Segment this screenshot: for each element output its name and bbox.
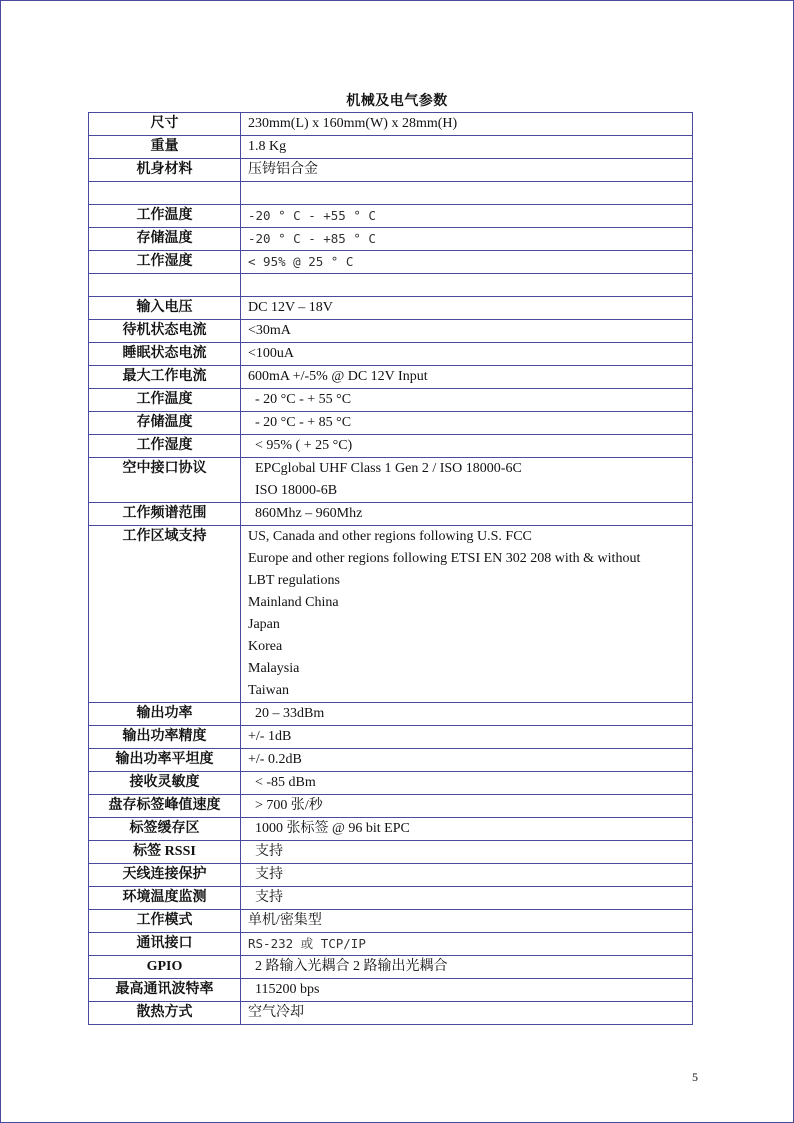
- spec-value: [241, 841, 693, 864]
- spec-label: 最高通讯波特率: [89, 979, 241, 1002]
- spec-value-line: < 95% @ 25 ° C: [248, 254, 354, 269]
- spec-value: [241, 159, 693, 182]
- spec-value: [241, 703, 693, 726]
- spec-row: [89, 864, 693, 887]
- spec-label: 输出功率平坦度: [89, 749, 241, 772]
- spec-value-line: <30mA: [248, 323, 291, 338]
- spec-label: 工作温度: [89, 389, 241, 412]
- spec-label: 环境温度监测: [89, 887, 241, 910]
- spec-value-line: 支持: [255, 890, 283, 905]
- spec-row: [89, 274, 693, 297]
- spec-value: [241, 343, 693, 366]
- spec-value-line: < -85 dBm: [255, 775, 316, 790]
- spec-value-line: Korea: [248, 639, 283, 654]
- spec-row: [89, 458, 693, 503]
- spec-value: [241, 182, 693, 205]
- spec-value: [241, 887, 693, 910]
- spec-value: [241, 726, 693, 749]
- spec-value-line: 1000 张标签 @ 96 bit EPC: [255, 821, 410, 836]
- spec-row: [89, 228, 693, 251]
- spec-label: 尺寸: [89, 113, 241, 136]
- spec-label: 重量: [89, 136, 241, 159]
- spec-value-line: < 95% ( + 25 °C): [255, 438, 353, 453]
- spec-row: [89, 933, 693, 956]
- spec-value: [241, 772, 693, 795]
- spec-row: [89, 113, 693, 136]
- spec-row: [89, 389, 693, 412]
- spec-value-line: 230mm(L) x 160mm(W) x 28mm(H): [248, 116, 458, 131]
- spec-value-line: LBT regulations: [248, 573, 340, 588]
- spec-value-line: 20 – 33dBm: [255, 706, 325, 721]
- spec-value-line: US, Canada and other regions following U.S. FCC: [248, 529, 532, 544]
- spec-row: [89, 795, 693, 818]
- spec-value: [241, 818, 693, 841]
- spec-value: [241, 435, 693, 458]
- spec-row: [89, 703, 693, 726]
- document-title: 机械及电气参数: [346, 94, 448, 109]
- spec-value: [241, 1002, 693, 1025]
- spec-value: [241, 389, 693, 412]
- spec-value-line: -20 ° C - +55 ° C: [248, 208, 376, 223]
- spec-row: [89, 503, 693, 526]
- spec-row: [89, 841, 693, 864]
- spec-label: 工作频谱范围: [89, 503, 241, 526]
- spec-value-line: - 20 °C - + 55 °C: [255, 392, 352, 407]
- spec-value: [241, 113, 693, 136]
- spec-label: 标签缓存区: [89, 818, 241, 841]
- spec-value: [241, 956, 693, 979]
- spec-row: [89, 726, 693, 749]
- spec-label: 散热方式: [89, 1002, 241, 1025]
- spec-row: [89, 818, 693, 841]
- spec-row: [89, 297, 693, 320]
- spec-value-line: <100uA: [248, 346, 295, 361]
- spec-value-line: 压铸铝合金: [248, 162, 318, 177]
- spec-value: [241, 458, 693, 503]
- spec-value: [241, 749, 693, 772]
- spec-value-line: 1.8 Kg: [248, 139, 287, 154]
- spec-label: [89, 182, 241, 205]
- spec-table: [88, 112, 693, 1025]
- spec-label: 睡眠状态电流: [89, 343, 241, 366]
- spec-value-line: 600mA +/-5% @ DC 12V Input: [248, 369, 428, 384]
- spec-label: 工作模式: [89, 910, 241, 933]
- spec-row: [89, 251, 693, 274]
- spec-value-line: > 700 张/秒: [255, 798, 323, 813]
- spec-row: [89, 749, 693, 772]
- spec-value: [241, 228, 693, 251]
- spec-value-line: +/- 1dB: [248, 729, 292, 744]
- spec-row: [89, 956, 693, 979]
- spec-row: [89, 182, 693, 205]
- spec-label: GPIO: [89, 956, 241, 979]
- spec-value: [241, 412, 693, 435]
- spec-value: [241, 526, 693, 703]
- spec-label: 存储温度: [89, 228, 241, 251]
- spec-row: [89, 435, 693, 458]
- spec-value: [241, 503, 693, 526]
- spec-label: 存储温度: [89, 412, 241, 435]
- spec-label: 工作温度: [89, 205, 241, 228]
- spec-value-line: Europe and other regions following ETSI EN 302 208 with & without: [248, 551, 641, 566]
- spec-value: [241, 864, 693, 887]
- spec-value-line: 115200 bps: [255, 982, 320, 997]
- spec-row: [89, 979, 693, 1002]
- spec-value: [241, 979, 693, 1002]
- spec-value-line: ISO 18000-6B: [255, 483, 338, 498]
- spec-label: 接收灵敏度: [89, 772, 241, 795]
- spec-row: [89, 412, 693, 435]
- spec-value-line: [248, 182, 692, 204]
- spec-value-line: 支持: [255, 844, 283, 859]
- spec-value: [241, 136, 693, 159]
- spec-value-line: Japan: [248, 617, 280, 632]
- spec-row: [89, 366, 693, 389]
- spec-value-line: 空气冷却: [248, 1005, 304, 1020]
- spec-value: [241, 205, 693, 228]
- spec-label: 待机状态电流: [89, 320, 241, 343]
- spec-label: 空中接口协议: [89, 458, 241, 503]
- spec-row: [89, 1002, 693, 1025]
- spec-value-line: 单机/密集型: [248, 913, 322, 928]
- spec-value: [241, 933, 693, 956]
- spec-value-line: 860Mhz – 960Mhz: [255, 506, 363, 521]
- spec-value: [241, 251, 693, 274]
- spec-value-line: 支持: [255, 867, 283, 882]
- spec-value: [241, 366, 693, 389]
- spec-label: [89, 274, 241, 297]
- spec-label: 输出功率: [89, 703, 241, 726]
- spec-label: 输入电压: [89, 297, 241, 320]
- spec-value-line: -20 ° C - +85 ° C: [248, 231, 376, 246]
- spec-value: [241, 297, 693, 320]
- spec-label: 天线连接保护: [89, 864, 241, 887]
- spec-row: [89, 887, 693, 910]
- spec-label: 标签 RSSI: [89, 841, 241, 864]
- spec-value-line: DC 12V – 18V: [248, 300, 333, 315]
- spec-value-line: Malaysia: [248, 661, 300, 676]
- spec-value: [241, 910, 693, 933]
- spec-value-line: [248, 274, 692, 296]
- spec-value-line: EPCglobal UHF Class 1 Gen 2 / ISO 18000-6C: [255, 461, 522, 476]
- spec-value: [241, 320, 693, 343]
- spec-row: [89, 526, 693, 703]
- spec-value-line: Taiwan: [248, 683, 290, 698]
- spec-label: 工作湿度: [89, 435, 241, 458]
- spec-row: [89, 136, 693, 159]
- spec-label: 输出功率精度: [89, 726, 241, 749]
- spec-label: 工作湿度: [89, 251, 241, 274]
- spec-value-line: - 20 °C - + 85 °C: [255, 415, 352, 430]
- page-number: 5: [692, 1070, 698, 1084]
- spec-value: [241, 274, 693, 297]
- spec-value: [241, 795, 693, 818]
- spec-row: [89, 320, 693, 343]
- spec-value-line: 2 路输入光耦合 2 路输出光耦合: [255, 959, 448, 974]
- spec-row: [89, 772, 693, 795]
- spec-label: 通讯接口: [89, 933, 241, 956]
- spec-row: [89, 205, 693, 228]
- spec-label: 最大工作电流: [89, 366, 241, 389]
- spec-value-line: RS-232 或 TCP/IP: [248, 936, 366, 951]
- spec-row: [89, 159, 693, 182]
- spec-value-line: +/- 0.2dB: [248, 752, 302, 767]
- spec-value-line: Mainland China: [248, 595, 339, 610]
- spec-row: [89, 343, 693, 366]
- spec-label: 盘存标签峰值速度: [89, 795, 241, 818]
- spec-label: 工作区域支持: [89, 526, 241, 703]
- spec-label: 机身材料: [89, 159, 241, 182]
- spec-row: [89, 910, 693, 933]
- spec-table-body: [89, 113, 693, 1025]
